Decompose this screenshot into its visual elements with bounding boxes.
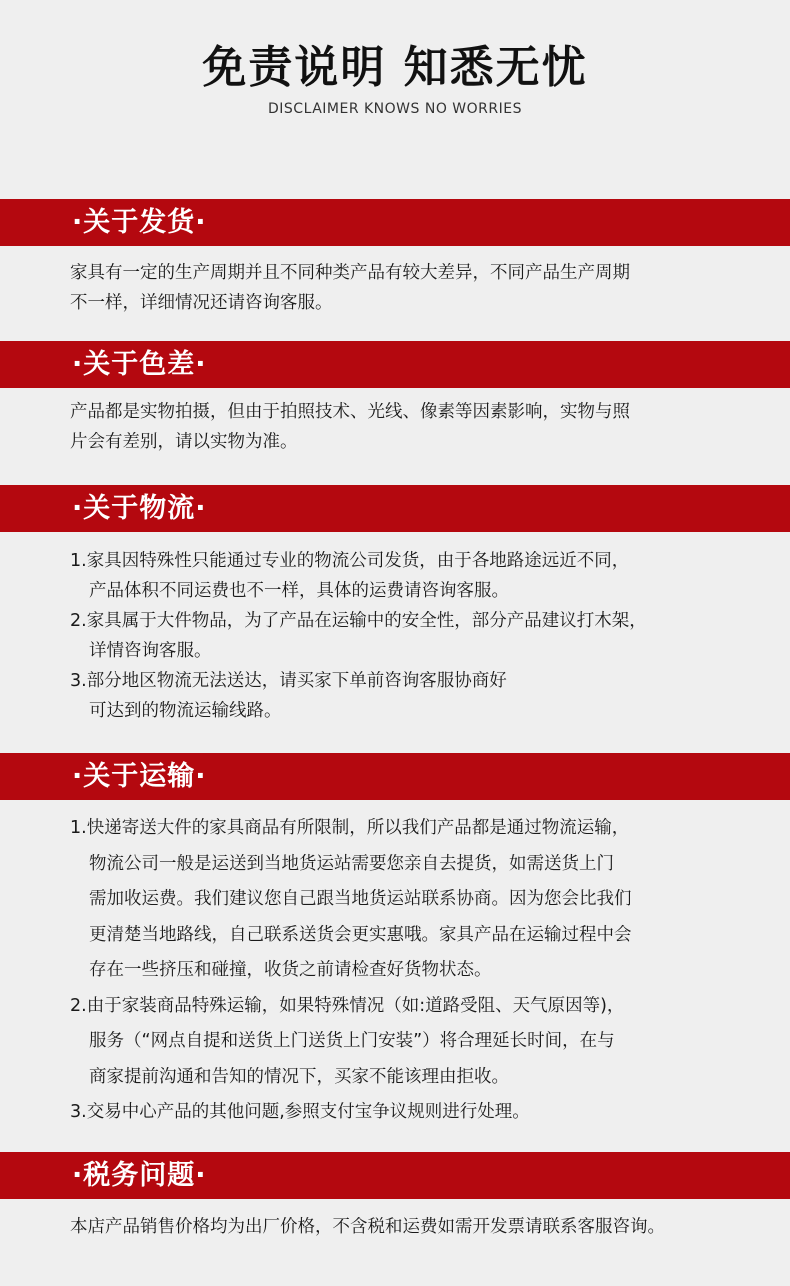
- list-item: [70, 811, 770, 989]
- section-heading-color-difference: ·关于色差·: [72, 349, 207, 380]
- list-item: [70, 606, 770, 666]
- section-bar-logistics: [0, 485, 790, 532]
- section-body-tax: [70, 1212, 770, 1242]
- section-heading-logistics: ·关于物流·: [72, 493, 207, 524]
- list-item: [70, 546, 770, 606]
- list-item-line: 可达到的物流运输线路。: [89, 701, 282, 721]
- section-bar-shipping: [0, 199, 790, 246]
- list-item: [70, 1095, 770, 1131]
- section-heading-shipping: ·关于发货·: [72, 207, 207, 238]
- section-bar-tax: [0, 1152, 790, 1199]
- section-heading-transport: ·关于运输·: [72, 761, 207, 792]
- list-item-line: 更清楚当地路线，自己联系送货会更实惠哦。家具产品在运输过程中会: [89, 924, 632, 945]
- body-line: 产品都是实物拍摄，但由于拍照技术、光线、像素等因素影响，实物与照: [70, 402, 630, 422]
- section-heading-tax: ·税务问题·: [72, 1160, 207, 1191]
- list-item-line: 物流公司一般是运送到当地货运站需要您亲自去提货，如需送货上门: [89, 853, 614, 874]
- body-line: 片会有差别，请以实物为准。: [70, 432, 298, 452]
- list-item: [70, 666, 770, 726]
- body-line: 本店产品销售价格均为出厂价格，不含税和运费如需开发票请联系客服咨询。: [70, 1217, 665, 1237]
- body-line: 家具有一定的生产周期并且不同种类产品有较大差异，不同产品生产周期: [70, 263, 630, 283]
- list-item-line: 1.家具因特殊性只能通过专业的物流公司发货，由于各地路途远近不同，: [70, 551, 630, 571]
- list-item: [70, 989, 770, 1096]
- list-item-line: 3.交易中心产品的其他问题,参照支付宝争议规则进行处理。: [70, 1102, 530, 1122]
- section-bar-color-difference: [0, 341, 790, 388]
- section-body-color-difference: [70, 397, 760, 457]
- section-list-transport: [70, 811, 770, 1131]
- list-item-line: 产品体积不同运费也不一样，具体的运费请咨询客服。: [89, 581, 509, 601]
- list-item-line: 1.快递寄送大件的家具商品有所限制，所以我们产品都是通过物流运输，: [70, 818, 630, 838]
- list-item-line: 服务（“网点自提和送货上门送货上门安装”）将合理延长时间，在与: [89, 1031, 615, 1051]
- body-line: 不一样，详细情况还请咨询客服。: [70, 293, 333, 313]
- list-item-line: 需加收运费。我们建议您自己跟当地货运站联系协商。因为您会比我们: [89, 889, 632, 909]
- list-item-line: 存在一些挤压和碰撞，收货之前请检查好货物状态。: [89, 960, 492, 980]
- list-item-line: 2.由于家装商品特殊运输，如果特殊情况（如:道路受阻、天气原因等)，: [70, 995, 625, 1016]
- page-subtitle: DISCLAIMER KNOWS NO WORRIES: [268, 101, 522, 117]
- list-item-line: 商家提前沟通和告知的情况下，买家不能该理由拒收。: [89, 1066, 509, 1087]
- list-item-line: 详情咨询客服。: [89, 641, 212, 661]
- section-list-logistics: [70, 546, 770, 726]
- list-item-line: 3.部分地区物流无法送达，请买家下单前咨询客服协商好: [70, 671, 507, 691]
- list-item-line: 2.家具属于大件物品，为了产品在运输中的安全性，部分产品建议打木架，: [70, 611, 647, 631]
- page-title: 免责说明 知悉无忧: [202, 42, 588, 93]
- section-body-shipping: [70, 258, 760, 318]
- section-bar-transport: [0, 753, 790, 800]
